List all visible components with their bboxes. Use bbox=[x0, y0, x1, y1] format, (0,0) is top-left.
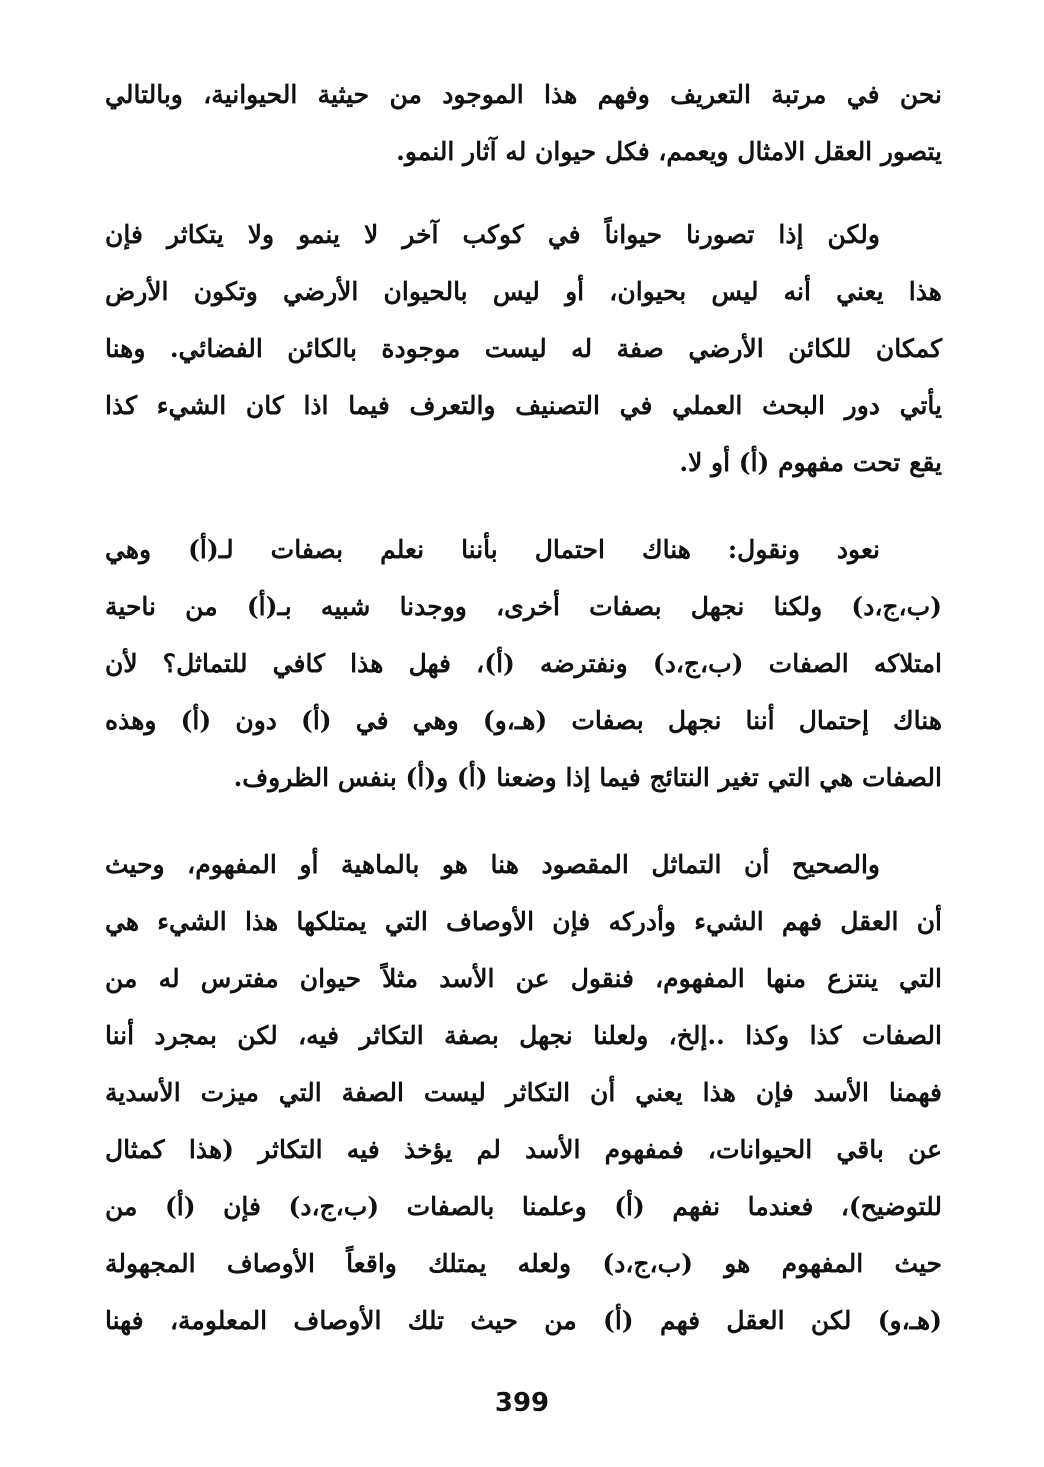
text-line: هذا يعني أنه ليس بحيوان، أو ليس بالحيوان الأرضي وتكون الأرض bbox=[105, 277, 942, 306]
text-line: التي ينتزع منها المفهوم، فنقول عن الأسد مثلاً حيوان مفترس له من bbox=[105, 964, 942, 993]
text-line: امتلاكه الصفات (ب،ج،د) ونفترضه (أ)، فهل هذا كافي للتماثل؟ لأن bbox=[105, 649, 942, 678]
text-line: نحن في مرتبة التعريف وفهم هذا الموجود من حيثية الحيوانية، وبالتالي bbox=[105, 80, 942, 109]
paragraph-2 bbox=[105, 206, 942, 491]
text-line: حيث المفهوم هو (ب،ج،د) ولعله يمتلك واقعاً الأوصاف المجهولة bbox=[105, 1249, 942, 1278]
text-line: كمكان للكائن الأرضي صفة له ليست موجودة بالكائن الفضائي. وهنا bbox=[105, 334, 942, 363]
text-line: والصحيح أن التماثل المقصود هنا هو بالماهية أو المفهوم، وحيث bbox=[105, 850, 880, 879]
paragraph-4 bbox=[105, 836, 942, 1349]
text-line: (ب،ج،د) ولكنا نجهل بصفات أخرى، ووجدنا شبيه بـ(أ) من ناحية bbox=[105, 592, 942, 621]
text-line: الصفات هي التي تغير النتائج فيما إذا وضعنا (أ) و(أ) بنفس الظروف. bbox=[233, 763, 942, 792]
text-line: للتوضيح)، فعندما نفهم (أ) وعلمنا بالصفات (ب،ج،د) فإن (أ) من bbox=[105, 1192, 942, 1221]
text-line: يتصور العقل الامثال ويعمم، فكل حيوان له آثار النمو. bbox=[396, 137, 942, 166]
paragraph-1 bbox=[105, 66, 942, 180]
text-line: هناك إحتمال أننا نجهل بصفات (هـ،و) وهي في (أ) دون (أ) وهذه bbox=[105, 706, 942, 735]
text-line: يأتي دور البحث العملي في التصنيف والتعرف فيما اذا كان الشيء كذا bbox=[105, 391, 942, 420]
text-line: ولكن إذا تصورنا حيواناً في كوكب آخر لا ينمو ولا يتكاثر فإن bbox=[105, 220, 880, 249]
text-line: الصفات كذا وكذا ..إلخ، ولعلنا نجهل بصفة التكاثر فيه، لكن بمجرد أننا bbox=[105, 1021, 942, 1050]
text-line: أن العقل فهم الشيء وأدركه فإن الأوصاف التي يمتلكها هذا الشيء هي bbox=[105, 907, 942, 936]
page-number: 399 bbox=[494, 1388, 550, 1418]
text-line: نعود ونقول: هناك احتمال بأننا نعلم بصفات لـ(أ) وهي bbox=[105, 535, 880, 564]
text-line: (هـ،و) لكن العقل فهم (أ) من حيث تلك الأوصاف المعلومة، فهنا bbox=[105, 1306, 942, 1335]
text-line: يقع تحت مفهوم (أ) أو لا. bbox=[679, 448, 942, 477]
text-line: فهمنا الأسد فإن هذا يعني أن التكاثر ليست الصفة التي ميزت الأسدية bbox=[105, 1078, 942, 1107]
paragraph-3 bbox=[105, 521, 942, 806]
text-line: عن باقي الحيوانات، فمفهوم الأسد لم يؤخذ فيه التكاثر (هذا كمثال bbox=[105, 1135, 942, 1164]
